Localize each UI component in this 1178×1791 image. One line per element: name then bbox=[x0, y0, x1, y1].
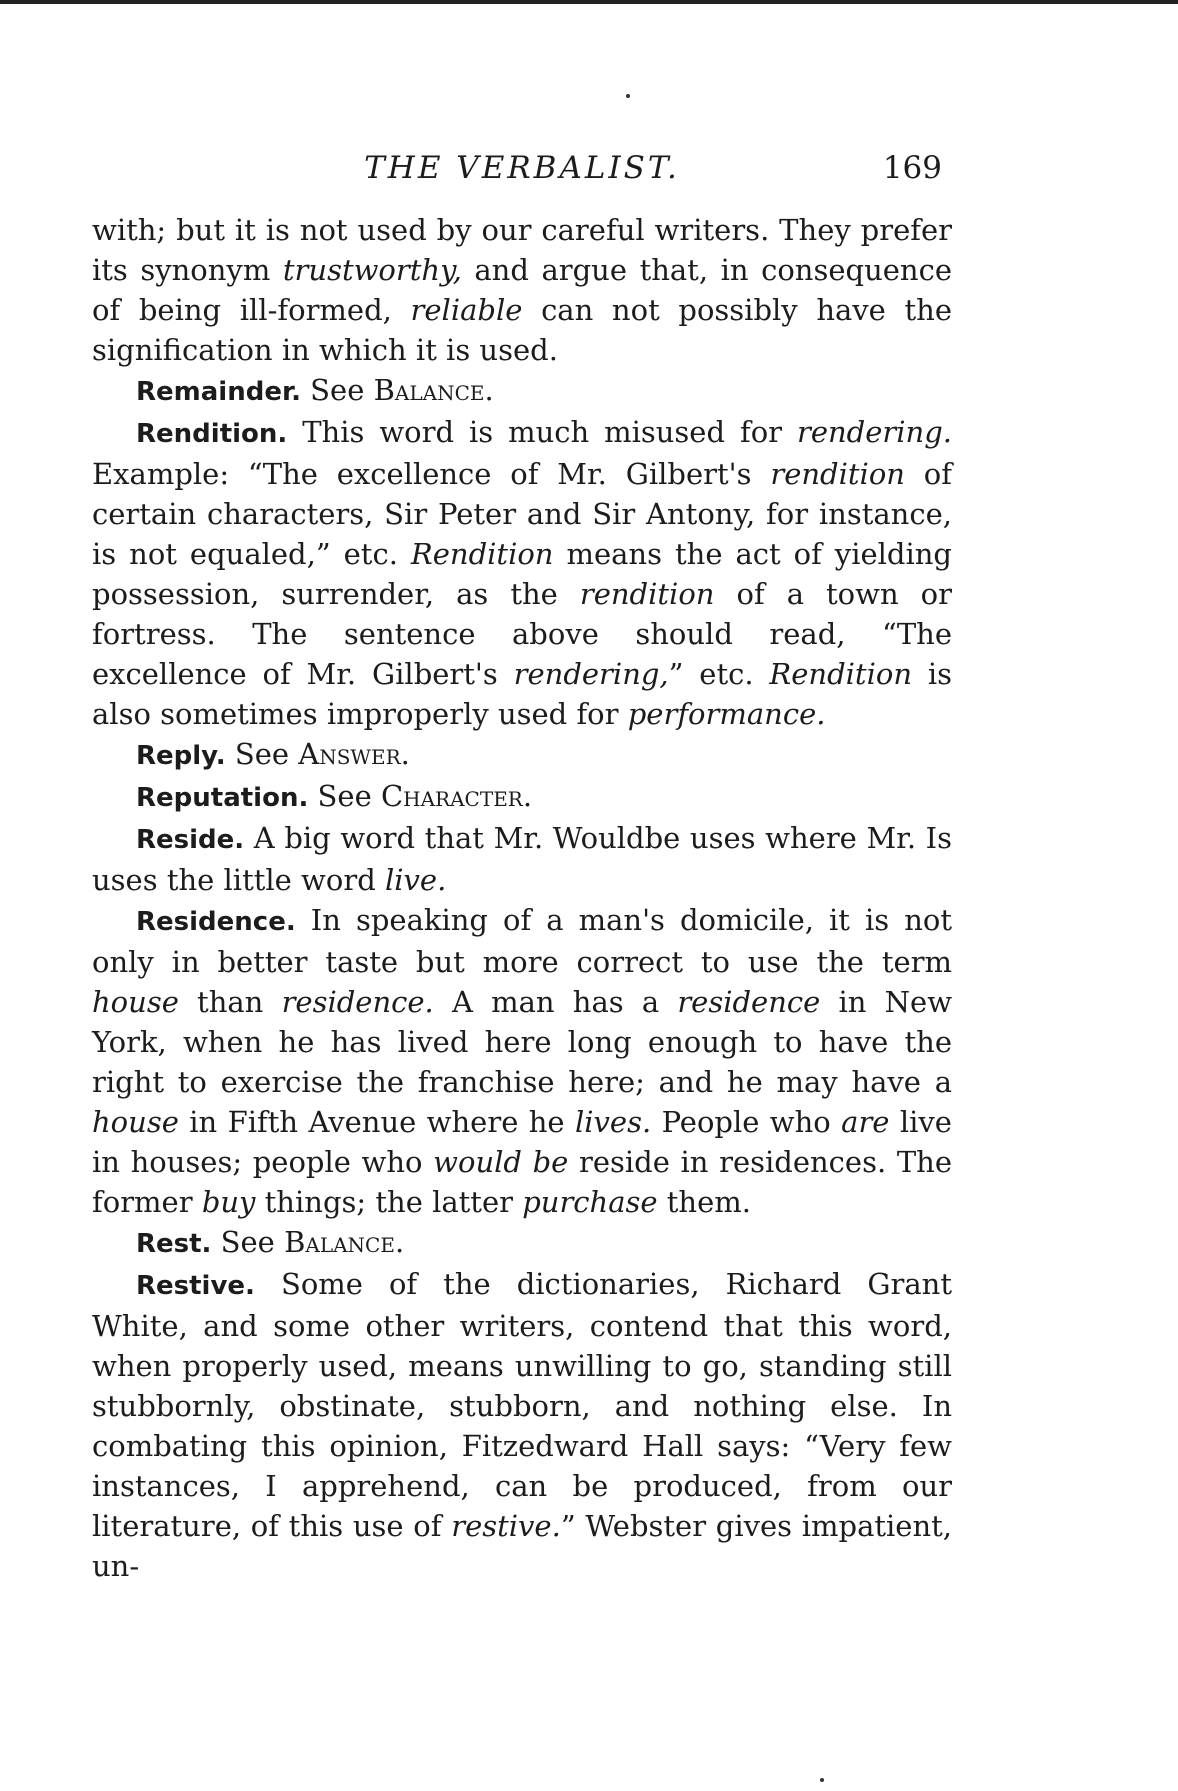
italic-term: would be bbox=[433, 1145, 569, 1179]
italic-term: Rendition bbox=[410, 537, 554, 571]
text-run: means the act of yielding possession, surrender, as the bbox=[92, 537, 952, 611]
italic-term: house bbox=[92, 1105, 179, 1139]
text-run: See bbox=[308, 779, 381, 813]
text-run: . bbox=[400, 737, 410, 771]
italic-term: purchase bbox=[522, 1185, 658, 1219]
text-run: than bbox=[178, 985, 282, 1019]
text-run: live in houses; people who bbox=[92, 1105, 952, 1179]
entry-headword: Restive. bbox=[136, 1271, 255, 1301]
text-run: with; but it is not used by our careful writers. They prefer its synonym bbox=[92, 213, 952, 287]
text-run: See bbox=[300, 373, 374, 407]
italic-term: rendition bbox=[579, 577, 715, 611]
text-run: is also sometimes improperly used for bbox=[92, 657, 952, 731]
italic-term: rendering. bbox=[796, 415, 952, 449]
dictionary-entry bbox=[92, 1264, 952, 1586]
print-speck bbox=[820, 1778, 824, 1782]
italic-term: trustworthy, bbox=[282, 253, 462, 287]
italic-term: Rendition bbox=[769, 657, 913, 691]
text-run: See bbox=[211, 1225, 285, 1259]
text-run: . bbox=[484, 373, 494, 407]
text-run: People who bbox=[651, 1105, 842, 1139]
text-run: of a town or fortress. The sentence above should read, “The excellence of Mr. Gilbert's bbox=[92, 577, 952, 691]
text-run: in Fifth Avenue where he bbox=[178, 1105, 575, 1139]
text-run: This word is much misused for bbox=[287, 415, 797, 449]
print-speck bbox=[626, 94, 630, 98]
cross-reference: Balance bbox=[284, 1225, 395, 1259]
text-run: in New York, when he has lived here long enough to have the right to exercise the franchise here; and he may have a bbox=[92, 985, 953, 1099]
text-run: things; the latter bbox=[255, 1185, 523, 1219]
italic-term: house bbox=[92, 985, 179, 1019]
italic-term: residence. bbox=[281, 985, 434, 1019]
entry-headword: Residence. bbox=[136, 907, 296, 937]
page-text bbox=[92, 210, 952, 1586]
text-run: ” Webster gives impatient, un- bbox=[92, 1509, 953, 1583]
dictionary-entry bbox=[92, 900, 952, 1222]
text-run: ” etc. bbox=[668, 657, 770, 691]
page-top-edge bbox=[0, 0, 1178, 4]
text-run: Some of the dictionaries, Richard Grant White, and some other writers, contend that this word, when properly used, means unwilling to go, standing still stubbornly, obstinate, stubborn, and nothing else. In combating this opinion, Fitzedward Hall says: “Very few instances, I apprehend, can be produced, from our literature, of this use of bbox=[92, 1267, 952, 1543]
book-page bbox=[92, 150, 952, 1586]
italic-term: live. bbox=[384, 863, 447, 897]
dictionary-entry bbox=[92, 818, 952, 900]
text-run: In speaking of a man's domicile, it is not only in better taste but more correct to use the term bbox=[92, 903, 952, 979]
entry-headword: Reputation. bbox=[136, 783, 309, 813]
text-run: A big word that Mr. Wouldbe uses where Mr. Is uses the little word bbox=[92, 821, 952, 897]
entry-headword: Rendition. bbox=[136, 419, 288, 449]
running-head bbox=[92, 150, 952, 210]
italic-term: rendition bbox=[770, 457, 905, 491]
text-run: can not possibly have the signification in which it is used. bbox=[92, 293, 952, 367]
italic-term: buy bbox=[201, 1185, 256, 1219]
italic-term: residence bbox=[677, 985, 821, 1019]
entry-headword: Remainder. bbox=[136, 377, 301, 407]
continuation-paragraph bbox=[92, 210, 952, 370]
dictionary-entry bbox=[92, 1222, 952, 1264]
entry-headword: Reply. bbox=[136, 741, 226, 771]
text-run: . bbox=[394, 1225, 405, 1259]
cross-reference: Answer bbox=[298, 737, 401, 771]
dictionary-entry bbox=[92, 370, 952, 412]
dictionary-entry bbox=[92, 412, 952, 734]
text-run: A man has a bbox=[433, 985, 678, 1019]
text-run: and argue that, in consequence of being ill-formed, bbox=[92, 253, 953, 327]
page-number: 169 bbox=[882, 150, 942, 186]
running-title: THE VERBALIST. bbox=[364, 150, 680, 186]
entry-headword: Rest. bbox=[136, 1229, 212, 1259]
italic-term: lives. bbox=[574, 1105, 652, 1139]
dictionary-entry bbox=[92, 776, 952, 818]
italic-term: restive. bbox=[451, 1509, 561, 1543]
text-run: See bbox=[225, 737, 299, 771]
italic-term: are bbox=[841, 1105, 890, 1139]
italic-term: performance. bbox=[627, 697, 826, 731]
text-run: reside in residences. The former bbox=[92, 1145, 953, 1219]
entry-headword: Reside. bbox=[136, 825, 245, 855]
italic-term: rendering, bbox=[513, 657, 669, 691]
text-run: Example: “The excellence of Mr. Gilbert's bbox=[92, 457, 771, 491]
text-run: . bbox=[522, 779, 533, 813]
cross-reference: Character bbox=[380, 779, 523, 813]
dictionary-entry bbox=[92, 734, 952, 776]
text-run: them. bbox=[657, 1185, 751, 1219]
italic-term: reliable bbox=[410, 293, 523, 327]
text-run: of certain characters, Sir Peter and Sir Antony, for instance, is not equaled,” etc. bbox=[92, 457, 952, 571]
cross-reference: Balance bbox=[373, 373, 485, 407]
